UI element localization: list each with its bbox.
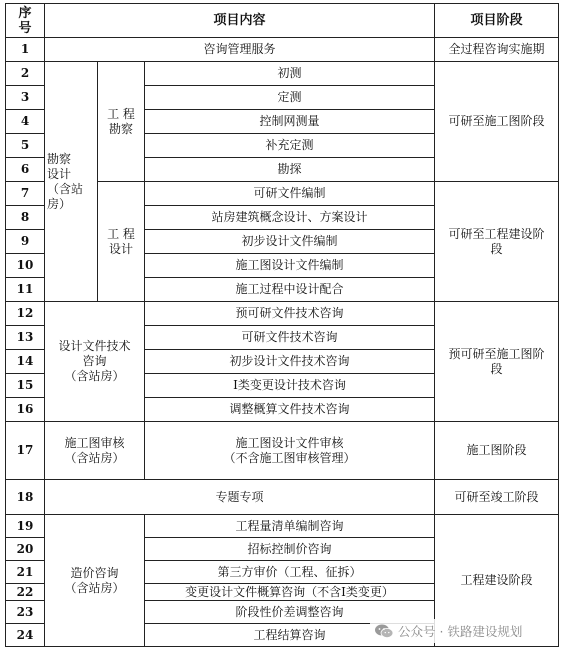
stage-prefeasibility-to-construction-drawing: 预可研至施工图阶 段	[435, 302, 559, 422]
row-content: 调整概算文件技术咨询	[145, 398, 435, 422]
row-number: 21	[6, 561, 45, 584]
row-content: 定测	[145, 86, 435, 110]
row-content: 控制网测量	[145, 110, 435, 134]
table-row	[6, 480, 559, 515]
header-number: 序 号	[6, 4, 45, 38]
group-design-technical-consulting: 设计文件技术 咨询 （含站房）	[45, 302, 145, 422]
row-number: 16	[6, 398, 45, 422]
row-content-line2: （不含施工图审核管理）	[223, 450, 356, 465]
row-number: 20	[6, 538, 45, 561]
table-header-row	[6, 4, 559, 38]
project-stage-table	[5, 3, 559, 647]
row-content: 第三方审价（工程、征拆）	[145, 561, 435, 584]
row-number: 9	[6, 230, 45, 254]
table-row	[6, 515, 559, 538]
group-cost-consulting: 造价咨询 （含站房）	[45, 515, 145, 647]
watermark-text: 公众号 · 铁路建设规划	[398, 624, 523, 639]
group-survey-design: 勘察 设计 （含站 房）	[45, 62, 98, 302]
row-content: I类变更设计技术咨询	[145, 374, 435, 398]
row-content: 初测	[145, 62, 435, 86]
row-content: 初步设计文件编制	[145, 230, 435, 254]
row-content: 工程量清单编制咨询	[145, 515, 435, 538]
row-content: 可研文件编制	[145, 182, 435, 206]
row-number: 4	[6, 110, 45, 134]
row-number: 19	[6, 515, 45, 538]
subgroup-engineering-design: 工 程 设计	[98, 182, 145, 302]
table-row	[6, 302, 559, 326]
row-content: 阶段性价差调整咨询	[145, 601, 435, 624]
row-number: 8	[6, 206, 45, 230]
stage-feasibility-to-construction-drawing: 可研至施工图阶段	[435, 62, 559, 182]
row-number: 18	[6, 480, 45, 515]
row-number: 2	[6, 62, 45, 86]
row-stage: 可研至竣工阶段	[435, 480, 559, 515]
row-number: 10	[6, 254, 45, 278]
table-row	[6, 38, 559, 62]
row-number: 6	[6, 158, 45, 182]
header-content: 项目内容	[45, 4, 435, 38]
row-stage: 全过程咨询实施期	[435, 38, 559, 62]
row-number: 1	[6, 38, 45, 62]
row-content	[145, 422, 435, 480]
row-content: 咨询管理服务	[45, 38, 435, 62]
row-number: 15	[6, 374, 45, 398]
row-stage: 施工图阶段	[435, 422, 559, 480]
row-content: 招标控制价咨询	[145, 538, 435, 561]
row-number: 23	[6, 601, 45, 624]
row-content: 可研文件技术咨询	[145, 326, 435, 350]
row-number: 3	[6, 86, 45, 110]
row-number: 7	[6, 182, 45, 206]
row-content: 补充定测	[145, 134, 435, 158]
row-number: 24	[6, 624, 45, 647]
row-content: 专题专项	[45, 480, 435, 515]
wechat-icon	[374, 623, 394, 639]
group-construction-drawing-review: 施工图审核 （含站房）	[45, 422, 145, 480]
row-number: 11	[6, 278, 45, 302]
row-number: 22	[6, 584, 45, 601]
row-content: 施工图设计文件编制	[145, 254, 435, 278]
row-number: 13	[6, 326, 45, 350]
row-content: 施工过程中设计配合	[145, 278, 435, 302]
row-number: 5	[6, 134, 45, 158]
stage-construction: 工程建设阶段	[435, 515, 559, 647]
row-content: 初步设计文件技术咨询	[145, 350, 435, 374]
row-content: 站房建筑概念设计、方案设计	[145, 206, 435, 230]
table-row	[6, 422, 559, 480]
stage-feasibility-to-construction: 可研至工程建设阶 段	[435, 182, 559, 302]
row-number: 17	[6, 422, 45, 480]
header-stage: 项目阶段	[435, 4, 559, 38]
row-number: 12	[6, 302, 45, 326]
row-content: 工程结算咨询	[145, 624, 435, 647]
row-content: 预可研文件技术咨询	[145, 302, 435, 326]
row-content-line1: 施工图设计文件审核	[235, 435, 344, 450]
row-number: 14	[6, 350, 45, 374]
watermark	[370, 619, 526, 643]
table-row	[6, 62, 559, 86]
row-content: 变更设计文件概算咨询（不含I类变更）	[145, 584, 435, 601]
row-content: 勘探	[145, 158, 435, 182]
subgroup-engineering-survey: 工 程 勘察	[98, 62, 145, 182]
